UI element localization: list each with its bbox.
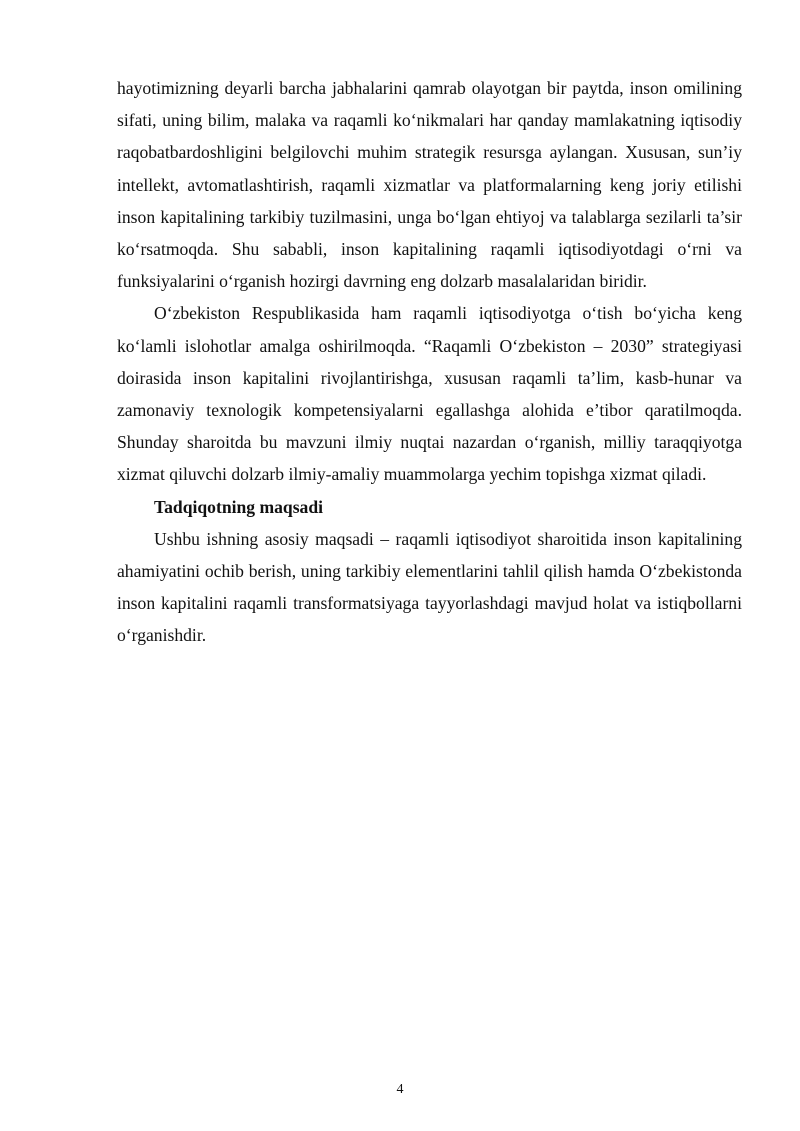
section-heading: Tadqiqotning maqsadi bbox=[154, 496, 324, 517]
paragraph-research-goal: Ushbu ishning asosiy maqsadi – raqamli iqtisodiyot sharoitida inson kapitalining ahamiyatini ochib berish, uning tarkibiy elementlarini tahlil qilish hamda O‘zbekistonda inson kapitalini raqamli transformatsiyaga tayyorlashdagi mavjud holat va istiqbollarni o‘rganishdir. bbox=[117, 528, 742, 646]
paragraph-uzbekistan-reforms: O‘zbekiston Respublikasida ham raqamli iqtisodiyotga o‘tish bo‘yicha keng ko‘lamli islohotlar amalga oshirilmoqda. “Raqamli O‘zbekiston – 2030” strategiyasi doirasida inson kapitalini rivojlantirishga, xususan raqamli ta’lim, kasb-hunar va zamonaviy texnologik kompetensiyalarni egallashga alohida e’tibor qaratilmoqda. Shunday sharoitda bu mavzuni ilmiy nuqtai nazardan o‘rganish, milliy taraqqiyotga xizmat qiluvchi dolzarb ilmiy-amaliy muammolarga yechim topishga xizmat qiladi. bbox=[117, 303, 742, 485]
paragraph-continuation: hayotimizning deyarli barcha jabhalarini qamrab olayotgan bir paytda, inson omilining sifati, uning bilim, malaka va raqamli ko‘nikmalari har qanday mamlakatning iqtisodiy raqobatbardoshligini belgilovchi muhim strategik resursga aylangan. Xususan, sun’iy intellekt, avtomatlashtirish, raqamli xizmatlar va platformalarning keng joriy etilishi inson kapitalining tarkibiy tuzilmasini, unga bo‘lgan ehtiyoj va talablarga sezilarli ta’sir ko‘rsatmoqda. Shu sababli, inson kapitalining raqamli iqtisodiyotdagi o‘rni va funksiyalarini o‘rganish hozirgi davrning eng dolzarb masalalaridan biridir. bbox=[117, 78, 742, 292]
page-number: 4 bbox=[396, 1082, 404, 1097]
document-body bbox=[117, 72, 742, 652]
